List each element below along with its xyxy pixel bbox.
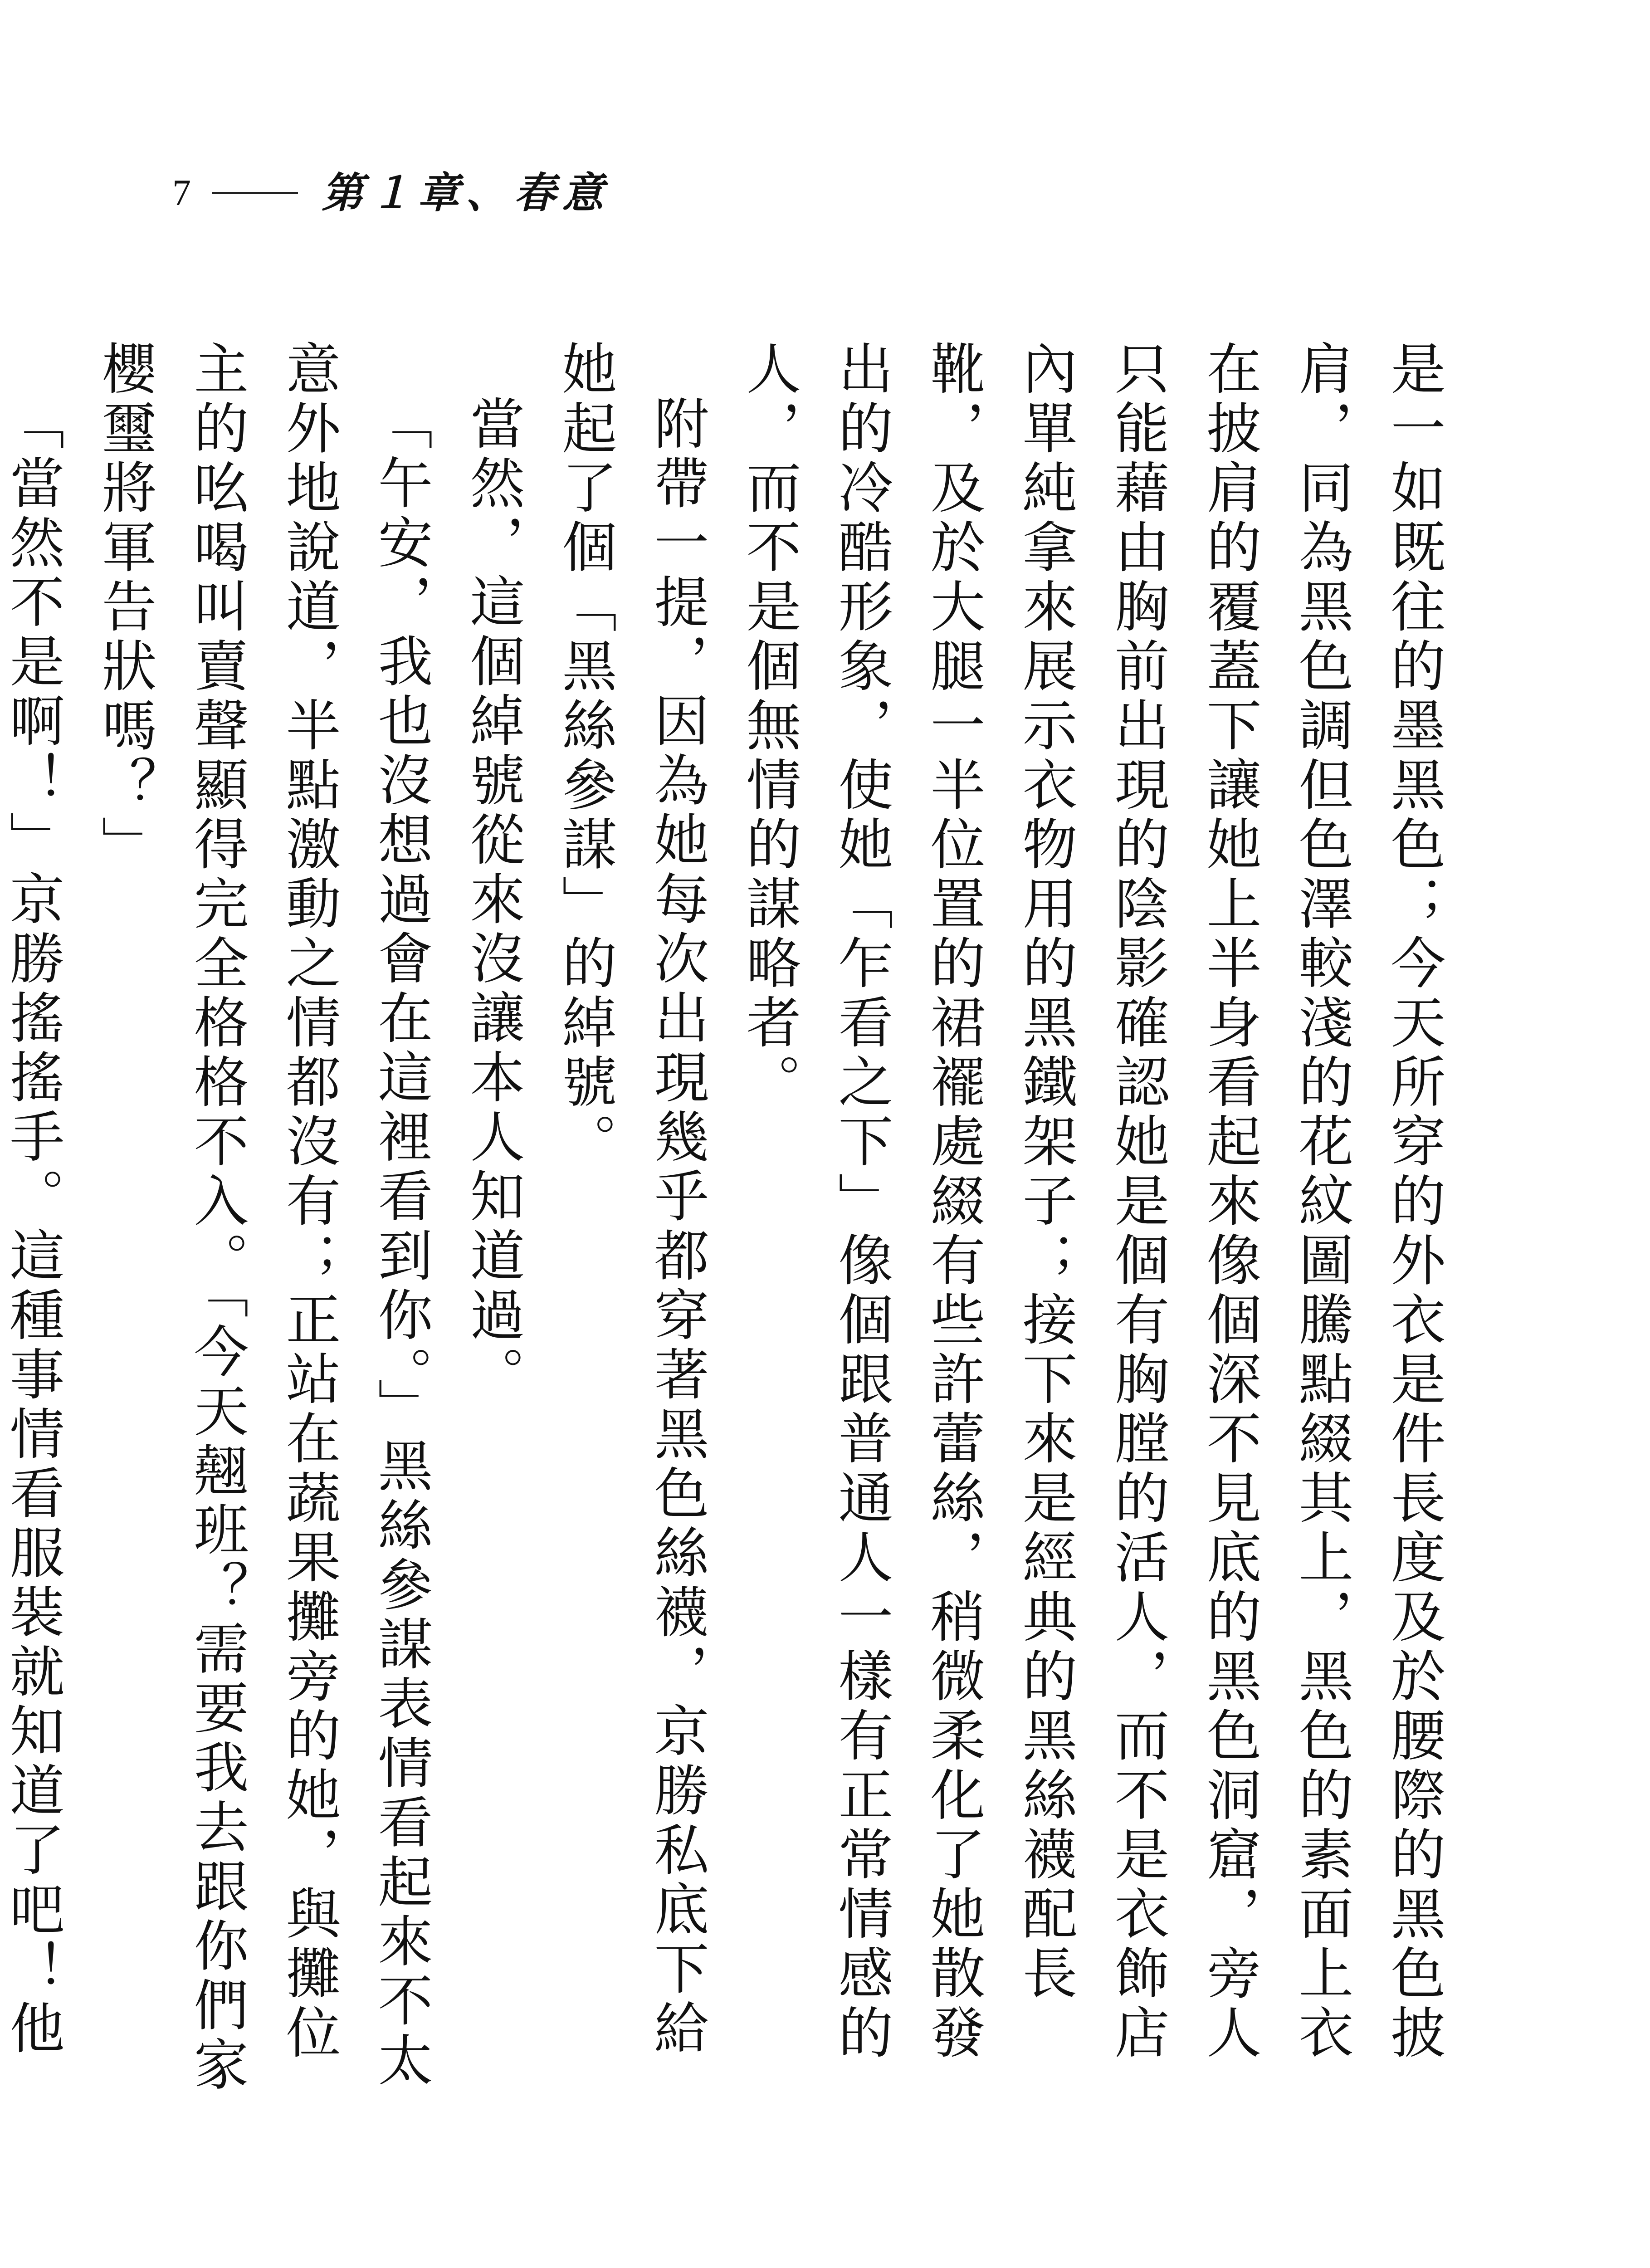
running-header: [172, 163, 610, 222]
header-rule-divider: [212, 192, 298, 194]
paragraph-3: 當然，這個綽號從來沒讓本人知道過。: [461, 395, 525, 1405]
paragraph-5: 「當然不是啊！」京勝搖搖手。這種事情看服裝就知道了吧！他: [0, 395, 64, 2059]
paragraph-1: 是一如既往的墨黑色；今天所穿的外衣是件長度及於腰際的黑色披肩，同為黑色調但色澤較淺的花紋圖騰點綴其上，黑色的素面上衣在披肩的覆蓋下讓她上半身看起來像個深不見底的黑色洞窟，旁人只能藉由胸前出現的陰影確認她是個有胸膛的活人，而不是衣飾店內單純拿來展示衣物用的黑鐵架子；接下來是經典的黑絲襪配長靴，及於大腿一半位置的裙襬處綴有些許蕾絲，稍微柔化了她散發出的冷酷形象，使她「乍看之下」像個跟普通人一樣有正常情感的人，而不是個無情的謀略者。: [737, 340, 1445, 2063]
paragraph-4: 「午安，我也沒想過會在這裡看到你。」黑絲參謀表情看起來不太意外地說道，半點激動之情都沒有；正站在蔬果攤旁的她，與攤位主的吆喝叫賣聲顯得完全格格不入。「今天翹班？需要我去跟你們家櫻璽將軍告狀嗎？」: [93, 340, 433, 2096]
paragraph-2: 附帶一提，因為她每次出現幾乎都穿著黑色絲襪，京勝私底下給她起了個「黑絲參謀」的綽號。: [553, 340, 709, 2059]
body-text: [0, 340, 1460, 2100]
page-number: 7: [172, 172, 191, 213]
chapter-title: 第１章、春意: [322, 168, 610, 217]
